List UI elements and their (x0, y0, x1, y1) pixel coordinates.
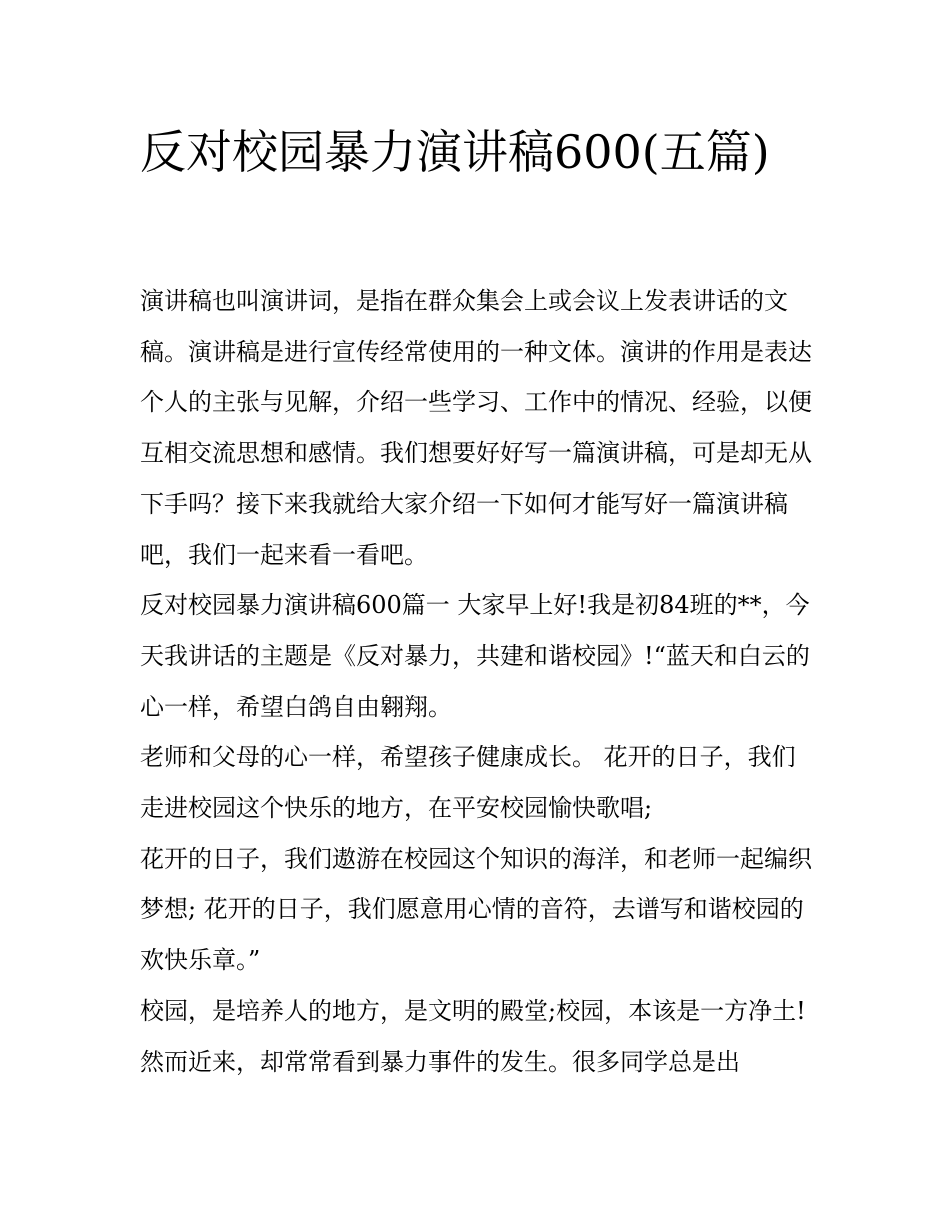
document-body (140, 276, 816, 1087)
document-title: 反对校园暴力演讲稿600(五篇) (140, 125, 770, 179)
paragraph-speech-opening: 反对校园暴力演讲稿600篇一 大家早上好!我是初84班的**，今天我讲话的主题是《反对暴力，共建和谐校园》!“蓝天和白云的心一样，希望白鸽自由翱翔。 (140, 591, 810, 721)
paragraph-campus: 校园，是培养人的地方，是文明的殿堂;校园，本该是一方净土!然而近来，却常常看到暴力事件的发生。很多同学总是出 (140, 996, 806, 1076)
paragraph-flower-days: 花开的日子，我们遨游在校园这个知识的海洋，和老师一起编织梦想; 花开的日子，我们愿意用心情的音符，去谱写和谐校园的欢快乐章。” (140, 844, 812, 975)
paragraph-teachers-parents: 老师和父母的心一样，希望孩子健康成长。 花开的日子，我们走进校园这个快乐的地方，在平安校园愉快歌唱; (140, 743, 796, 823)
paragraph-intro: 演讲稿也叫演讲词，是指在群众集会上或会议上发表讲话的文稿。演讲稿是进行宣传经常使用的一种文体。演讲的作用是表达个人的主张与见解，介绍一些学习、工作中的情况、经验，以便互相交流思想和感情。我们想要好好写一篇演讲稿，可是却无从下手吗？接下来我就给大家介绍一下如何才能写好一篇演讲稿吧，我们一起来看一看吧。 (140, 287, 812, 569)
